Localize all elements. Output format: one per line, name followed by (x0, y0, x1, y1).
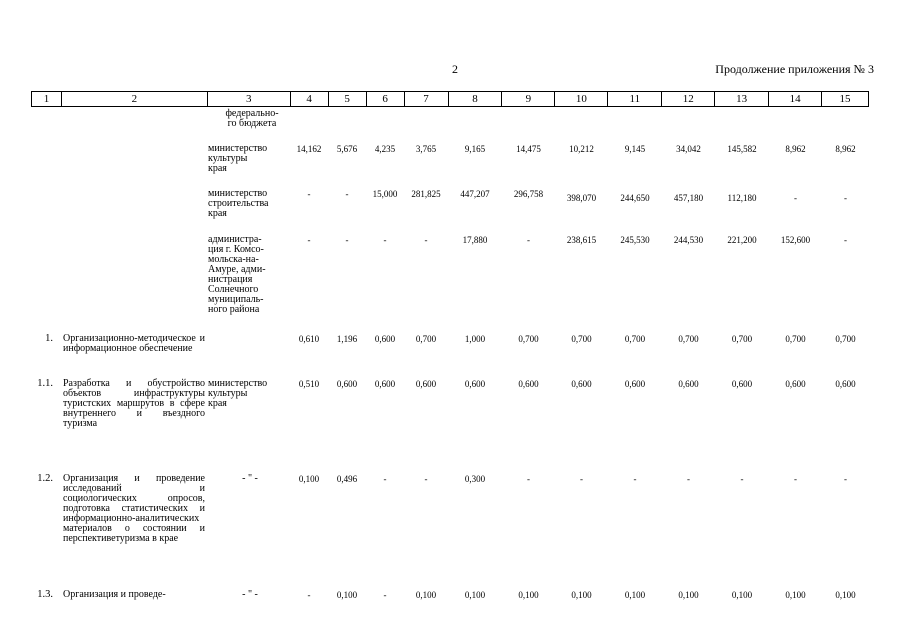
value-cell: 0,700 (835, 334, 856, 344)
value-cell: 0,600 (518, 379, 539, 389)
value-cell: 244,650 (620, 193, 650, 203)
value-cell: 9,165 (464, 144, 486, 154)
value-cell: - (794, 193, 797, 203)
value-cell: 8,962 (835, 144, 856, 154)
value-cell: 0,100 (785, 590, 806, 600)
value-cell: 3,765 (415, 144, 437, 154)
value-cell: 0,100 (415, 590, 437, 600)
value-cell: 0,100 (835, 590, 856, 600)
value-cell: - (345, 235, 349, 245)
header-col-8: 8 (449, 92, 503, 106)
value-cell: - (527, 235, 530, 245)
value-cell: 0,100 (624, 590, 646, 600)
value-cell: 4,235 (374, 144, 396, 154)
value-cell: 0,510 (298, 379, 320, 389)
header-col-14: 14 (769, 92, 822, 106)
value-cell: - (527, 474, 530, 484)
row-title: Разработка и обустройство объектов инфраструктуры туристских маршрутов в сфере внутреннего и въездного туризма (63, 378, 205, 429)
value-cell: 0,700 (785, 334, 806, 344)
value-cell: 0,700 (624, 334, 646, 344)
value-cell: - (844, 474, 847, 484)
value-cell: 0,600 (336, 379, 358, 389)
value-cell: 0,600 (464, 379, 486, 389)
value-cell: - (633, 474, 637, 484)
value-cell: 145,582 (727, 144, 757, 154)
value-cell: 0,600 (835, 379, 856, 389)
value-cell: - (424, 235, 428, 245)
row-title: Организационно-методическое и информационное обеспечение (63, 333, 205, 354)
value-cell: - (844, 235, 847, 245)
value-cell: 0,600 (785, 379, 806, 389)
header-col-12: 12 (662, 92, 715, 106)
value-cell: 244,530 (673, 235, 704, 245)
value-cell: 0,610 (298, 334, 320, 344)
value-cell: - (687, 474, 690, 484)
table-header (31, 91, 869, 107)
executor-cell: министерство строительства края (208, 188, 269, 219)
page-number: 2 (452, 62, 458, 76)
header-col-5: 5 (329, 92, 367, 106)
value-cell: 457,180 (673, 193, 704, 203)
value-cell: 0,600 (624, 379, 646, 389)
value-cell: 0,100 (731, 590, 753, 600)
executor-cell: федерально- го бюджета (225, 108, 279, 129)
continuation-note: Продолжение приложения № 3 (715, 62, 874, 76)
value-cell: 14,162 (296, 144, 322, 154)
value-cell: 1,000 (464, 334, 486, 344)
value-cell: - (424, 474, 428, 484)
executor-cell: - " - (242, 589, 258, 600)
header-col-10: 10 (555, 92, 608, 106)
value-cell: - (307, 590, 311, 600)
header-col-1: 1 (32, 92, 62, 106)
value-cell: 9,145 (624, 144, 646, 154)
value-cell: 398,070 (566, 193, 597, 203)
value-cell: - (794, 474, 797, 484)
value-cell: 152,600 (780, 235, 811, 245)
value-cell: 112,180 (727, 193, 757, 203)
value-cell: 0,600 (571, 379, 592, 389)
header-col-3: 3 (208, 92, 291, 106)
header-col-11: 11 (608, 92, 662, 106)
value-cell: 0,600 (374, 334, 396, 344)
value-cell: - (345, 189, 349, 199)
row-number: 1. (45, 333, 53, 344)
value-cell: 0,100 (518, 590, 539, 600)
header-col-4: 4 (291, 92, 329, 106)
value-cell: 245,530 (620, 235, 650, 245)
value-cell: 0,100 (298, 474, 320, 484)
value-cell: 0,700 (731, 334, 753, 344)
executor-cell: администра- ция г. Комсо- мольска-на- Амуре, адми- нистрация Солнечного муниципаль- ного района (208, 234, 266, 315)
value-cell: 0,700 (415, 334, 437, 344)
value-cell: 8,962 (785, 144, 806, 154)
value-cell: - (844, 193, 847, 203)
value-cell: 0,600 (415, 379, 437, 389)
value-cell: 15,000 (372, 189, 398, 199)
value-cell: - (383, 474, 387, 484)
value-cell: 0,300 (464, 474, 486, 484)
header-col-6: 6 (367, 92, 405, 106)
value-cell: 221,200 (727, 235, 757, 245)
value-cell: - (307, 235, 311, 245)
value-cell: 17,880 (462, 235, 488, 245)
executor-cell: министерство культуры края (208, 143, 268, 174)
value-cell: 0,700 (518, 334, 539, 344)
row-title: Организация и проведе- (63, 589, 166, 600)
row-number: 1.1. (37, 378, 53, 389)
value-cell: 10,212 (569, 144, 594, 154)
executor-cell: - " - (242, 473, 258, 484)
row-number: 1.3. (37, 589, 53, 600)
value-cell: 5,676 (336, 144, 358, 154)
executor-cell: министерство культуры края (208, 378, 268, 409)
row-number: 1.2. (37, 473, 53, 484)
header-col-2: 2 (62, 92, 208, 106)
value-cell: 34,042 (676, 144, 701, 154)
value-cell: 447,207 (460, 189, 490, 199)
header-col-7: 7 (405, 92, 449, 106)
value-cell: - (383, 235, 387, 245)
value-cell: 0,100 (678, 590, 699, 600)
value-cell: 1,196 (336, 334, 358, 344)
value-cell: 281,825 (411, 189, 441, 199)
header-col-13: 13 (715, 92, 769, 106)
value-cell: - (580, 474, 583, 484)
value-cell: 0,600 (731, 379, 753, 389)
value-cell: 14,475 (516, 144, 541, 154)
value-cell: 296,758 (513, 189, 544, 199)
row-title: Организация и проведение исследований и социологических опросов, подготовка статистических и информационно-аналитических материалов о состоянии и перспективетуризма в крае (63, 473, 205, 544)
value-cell: 238,615 (566, 235, 597, 245)
value-cell: 0,700 (571, 334, 592, 344)
header-col-15: 15 (839, 93, 851, 105)
value-cell: - (740, 474, 744, 484)
value-cell: - (383, 590, 387, 600)
header-col-9: 9 (502, 92, 555, 106)
value-cell: - (307, 189, 311, 199)
value-cell: 0,600 (374, 379, 396, 389)
value-cell: 0,100 (336, 590, 358, 600)
value-cell: 0,100 (571, 590, 592, 600)
value-cell: 0,100 (464, 590, 486, 600)
value-cell: 0,600 (678, 379, 699, 389)
value-cell: 0,496 (336, 474, 358, 484)
value-cell: 0,700 (678, 334, 699, 344)
